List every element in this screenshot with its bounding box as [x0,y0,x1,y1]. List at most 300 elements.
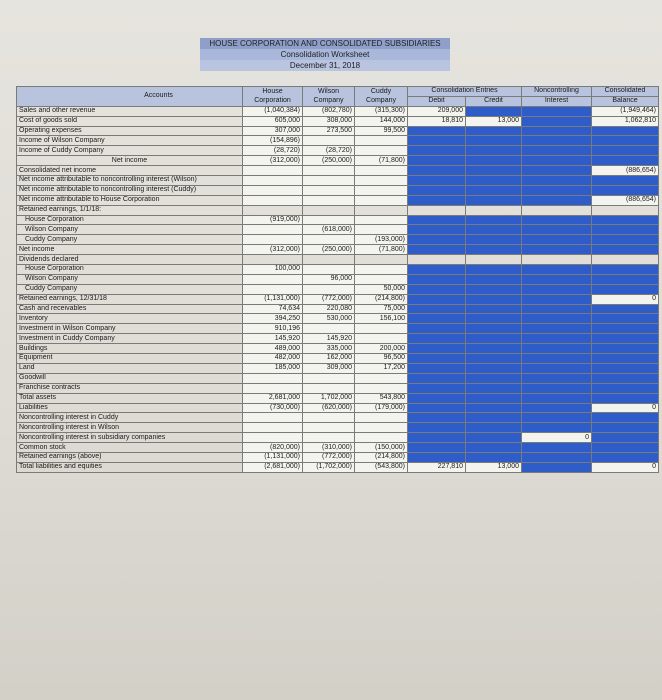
nci-cell[interactable] [522,363,592,373]
table-row [17,373,659,383]
nci-cell[interactable] [522,235,592,245]
wilson-cell [303,215,355,225]
table-row [17,274,659,284]
consolidation-entries-header: Consolidation Entries [408,87,522,97]
wilson-cell: (802,780) [303,106,355,116]
table-row [17,116,659,126]
debit-cell[interactable] [408,383,466,393]
balance-cell[interactable]: (886,654) [592,166,659,176]
credit-cell[interactable] [466,393,522,403]
table-row [17,284,659,294]
cuddy-cell [355,433,408,443]
balance-cell[interactable] [592,235,659,245]
debit-cell[interactable]: 18,810 [408,116,466,126]
balance-cell[interactable] [592,304,659,314]
table-row [17,126,659,136]
balance-cell[interactable]: (1,949,464) [592,106,659,116]
table-row [17,205,659,215]
debit-cell[interactable] [408,393,466,403]
account-label: Income of Wilson Company [17,136,243,146]
account-label: Net income attributable to noncontrolling interest (Wilson) [17,176,243,186]
cuddy-cell: 156,100 [355,314,408,324]
wilson-cell: 273,500 [303,126,355,136]
house-cell [243,166,303,176]
nci-cell[interactable] [522,403,592,413]
credit-cell[interactable] [466,176,522,186]
debit-cell[interactable] [408,176,466,186]
table-row [17,383,659,393]
credit-cell[interactable] [466,185,522,195]
house-cell: (312,000) [243,245,303,255]
consolidation-worksheet-table [16,86,659,473]
nci-cell[interactable] [522,462,592,472]
credit-cell[interactable] [466,195,522,205]
account-label: Net income [17,156,243,166]
cuddy-cell [355,195,408,205]
house-cell [243,225,303,235]
house-cell: 100,000 [243,265,303,275]
wilson-cell: 309,000 [303,363,355,373]
table-row [17,265,659,275]
worksheet-body [17,106,659,472]
balance-cell[interactable] [592,413,659,423]
noncontrolling-header: Noncontrolling [522,87,592,97]
table-row [17,354,659,364]
cuddy-cell [355,373,408,383]
wilson-cell: (28,720) [303,146,355,156]
wilson-cell [303,166,355,176]
cuddy-cell [355,225,408,235]
table-row [17,334,659,344]
wilson-cell [303,235,355,245]
account-label: Inventory [17,314,243,324]
account-label: Cost of goods sold [17,116,243,126]
cuddy-cell: 75,000 [355,304,408,314]
nci-cell[interactable] [522,294,592,304]
cuddy-cell [355,255,408,265]
interest-header: Interest [522,96,592,106]
nci-cell[interactable] [522,195,592,205]
debit-cell[interactable]: 227,810 [408,462,466,472]
debit-cell[interactable] [408,324,466,334]
worksheet-title: HOUSE CORPORATION AND CONSOLIDATED SUBSIDIARIES [200,38,450,49]
house-cell [243,274,303,284]
wilson-cell: (250,000) [303,245,355,255]
wilson-cell: 335,000 [303,344,355,354]
cuddy-cell [355,413,408,423]
nci-cell[interactable] [522,185,592,195]
house-cell: (1,131,000) [243,294,303,304]
credit-cell [466,205,522,215]
credit-cell[interactable] [466,126,522,136]
debit-cell[interactable] [408,156,466,166]
balance-cell[interactable] [592,176,659,186]
debit-cell [408,205,466,215]
account-label: Retained earnings, 1/1/18: [17,205,243,215]
nci-cell[interactable] [522,156,592,166]
house-cell: 605,000 [243,116,303,126]
house-cell [243,255,303,265]
house-cell: (820,000) [243,443,303,453]
table-row [17,403,659,413]
cuddy-cell: 543,800 [355,393,408,403]
nci-cell [522,255,592,265]
balance-cell[interactable]: (886,654) [592,195,659,205]
balance-cell[interactable] [592,185,659,195]
nci-cell[interactable] [522,324,592,334]
credit-cell[interactable] [466,443,522,453]
house-cell [243,373,303,383]
debit-cell[interactable] [408,284,466,294]
house-cell: (1,040,384) [243,106,303,116]
balance-cell[interactable] [592,245,659,255]
account-label: Investment in Cuddy Company [17,334,243,344]
nci-cell[interactable] [522,413,592,423]
cuddy-cell [355,215,408,225]
balance-cell[interactable]: 0 [592,403,659,413]
nci-cell[interactable] [522,176,592,186]
debit-cell[interactable] [408,166,466,176]
nci-cell[interactable] [522,393,592,403]
nci-cell[interactable] [522,265,592,275]
cuddy-cell: (179,000) [355,403,408,413]
credit-cell[interactable] [466,284,522,294]
balance-cell[interactable] [592,284,659,294]
account-label: Franchise contracts [17,383,243,393]
wilson-cell [303,205,355,215]
wilson-cell: (1,702,000) [303,462,355,472]
house-cell: (154,896) [243,136,303,146]
cuddy-cell: 96,500 [355,354,408,364]
nci-cell[interactable] [522,126,592,136]
table-row [17,235,659,245]
cuddy-header: Cuddy Company [355,87,408,107]
account-label: Net income attributable to noncontrolling interest (Cuddy) [17,185,243,195]
debit-cell[interactable] [408,185,466,195]
wilson-cell: (250,000) [303,156,355,166]
nci-cell[interactable] [522,116,592,126]
balance-cell[interactable] [592,373,659,383]
nci-cell[interactable] [522,215,592,225]
wilson-cell: 530,000 [303,314,355,324]
balance-cell[interactable] [592,136,659,146]
table-row [17,185,659,195]
balance-cell[interactable] [592,393,659,403]
cuddy-cell: (315,300) [355,106,408,116]
nci-cell[interactable] [522,274,592,284]
credit-cell[interactable] [466,433,522,443]
house-cell: (28,720) [243,146,303,156]
balance-cell[interactable] [592,126,659,136]
cuddy-cell: (214,800) [355,452,408,462]
debit-cell[interactable] [408,423,466,433]
credit-cell[interactable]: 13,000 [466,462,522,472]
cuddy-cell [355,383,408,393]
table-row [17,462,659,472]
cuddy-cell: 50,000 [355,284,408,294]
balance-cell[interactable] [592,452,659,462]
balance-cell[interactable] [592,423,659,433]
house-cell [243,176,303,186]
table-row [17,423,659,433]
house-cell: 74,634 [243,304,303,314]
debit-cell[interactable] [408,452,466,462]
debit-cell[interactable] [408,314,466,324]
debit-cell[interactable] [408,403,466,413]
table-row [17,304,659,314]
credit-cell[interactable] [466,294,522,304]
house-cell: 482,000 [243,354,303,364]
debit-cell[interactable] [408,245,466,255]
nci-cell[interactable] [522,166,592,176]
wilson-cell: 1,702,000 [303,393,355,403]
account-label: Noncontrolling interest in Cuddy [17,413,243,423]
debit-cell[interactable] [408,274,466,284]
debit-cell[interactable] [408,433,466,443]
credit-cell[interactable] [466,265,522,275]
nci-cell[interactable] [522,373,592,383]
credit-cell[interactable] [466,452,522,462]
house-cell [243,383,303,393]
account-label: Net income [17,245,243,255]
cuddy-cell [355,334,408,344]
debit-cell[interactable] [408,354,466,364]
credit-cell[interactable] [466,146,522,156]
nci-cell[interactable] [522,146,592,156]
balance-cell[interactable] [592,225,659,235]
balance-cell[interactable] [592,383,659,393]
nci-cell[interactable] [522,106,592,116]
table-row [17,106,659,116]
house-cell [243,433,303,443]
wilson-cell [303,185,355,195]
balance-cell[interactable]: 0 [592,462,659,472]
credit-cell[interactable] [466,156,522,166]
house-cell: (2,681,000) [243,462,303,472]
debit-cell[interactable] [408,334,466,344]
cuddy-cell: (71,800) [355,156,408,166]
balance-cell [592,205,659,215]
wilson-cell [303,423,355,433]
house-cell [243,235,303,245]
cuddy-cell: 99,500 [355,126,408,136]
balance-cell[interactable] [592,354,659,364]
nci-cell[interactable] [522,334,592,344]
balance-cell[interactable]: 0 [592,294,659,304]
worksheet-subtitle: Consolidation Worksheet [200,49,450,60]
table-row [17,166,659,176]
debit-cell[interactable] [408,126,466,136]
account-label: Liabilities [17,403,243,413]
account-label: Common stock [17,443,243,453]
accounts-header: Accounts [17,87,243,107]
credit-cell[interactable] [466,344,522,354]
credit-cell[interactable] [466,354,522,364]
cuddy-cell [355,176,408,186]
debit-cell[interactable] [408,225,466,235]
house-cell [243,195,303,205]
credit-cell[interactable] [466,383,522,393]
debit-cell[interactable] [408,413,466,423]
debit-cell[interactable] [408,146,466,156]
wilson-cell: (310,000) [303,443,355,453]
account-label: Wilson Company [17,274,243,284]
debit-cell[interactable] [408,443,466,453]
wilson-cell: (772,000) [303,294,355,304]
debit-cell[interactable] [408,136,466,146]
balance-cell[interactable] [592,146,659,156]
credit-cell[interactable] [466,363,522,373]
credit-header: Credit [466,96,522,106]
wilson-cell: (772,000) [303,452,355,462]
wilson-cell [303,433,355,443]
cuddy-cell: 144,000 [355,116,408,126]
table-row [17,314,659,324]
table-row [17,433,659,443]
credit-cell[interactable] [466,274,522,284]
credit-cell[interactable] [466,166,522,176]
nci-cell[interactable] [522,284,592,294]
cuddy-cell [355,265,408,275]
nci-cell[interactable] [522,304,592,314]
credit-cell[interactable] [466,373,522,383]
balance-cell[interactable] [592,334,659,344]
consolidated-header: Consolidated [592,87,659,97]
account-label: Wilson Company [17,225,243,235]
house-cell [243,413,303,423]
credit-cell[interactable] [466,324,522,334]
cuddy-cell [355,423,408,433]
credit-cell[interactable] [466,235,522,245]
credit-cell[interactable] [466,225,522,235]
nci-cell[interactable] [522,423,592,433]
nci-cell[interactable] [522,443,592,453]
nci-cell[interactable] [522,314,592,324]
credit-cell[interactable] [466,215,522,225]
house-cell: 2,681,000 [243,393,303,403]
wilson-header: Wilson Company [303,87,355,107]
debit-cell[interactable] [408,265,466,275]
account-label: Dividends declared [17,255,243,265]
debit-cell[interactable] [408,235,466,245]
table-row [17,452,659,462]
house-cell: (1,131,000) [243,452,303,462]
credit-cell[interactable] [466,304,522,314]
account-label: Noncontrolling interest in subsidiary companies [17,433,243,443]
debit-cell[interactable] [408,294,466,304]
account-label: Total liabilities and equities [17,462,243,472]
house-cell: (919,000) [243,215,303,225]
table-row [17,363,659,373]
credit-cell[interactable] [466,413,522,423]
balance-cell[interactable] [592,363,659,373]
debit-cell[interactable] [408,304,466,314]
house-header: House Corporation [243,87,303,107]
balance-cell[interactable] [592,274,659,284]
debit-cell[interactable] [408,373,466,383]
wilson-cell [303,195,355,205]
nci-cell[interactable] [522,225,592,235]
cuddy-cell [355,324,408,334]
credit-cell[interactable] [466,334,522,344]
credit-cell[interactable] [466,136,522,146]
debit-cell[interactable] [408,215,466,225]
account-label: Operating expenses [17,126,243,136]
table-row [17,443,659,453]
table-row [17,294,659,304]
debit-cell[interactable] [408,363,466,373]
account-label: House Corporation [17,265,243,275]
nci-cell[interactable] [522,344,592,354]
table-row [17,195,659,205]
house-cell: 910,196 [243,324,303,334]
wilson-cell: 308,000 [303,116,355,126]
credit-cell[interactable] [466,423,522,433]
balance-cell[interactable] [592,314,659,324]
balance-cell [592,255,659,265]
account-label: Income of Cuddy Company [17,146,243,156]
account-label: House Corporation [17,215,243,225]
balance-cell[interactable] [592,265,659,275]
balance-cell[interactable]: 1,062,810 [592,116,659,126]
house-cell [243,284,303,294]
cuddy-cell [355,185,408,195]
worksheet-date: December 31, 2018 [200,60,450,71]
house-cell [243,205,303,215]
debit-header: Debit [408,96,466,106]
credit-cell[interactable] [466,314,522,324]
balance-cell[interactable] [592,344,659,354]
debit-cell[interactable] [408,344,466,354]
nci-cell[interactable] [522,354,592,364]
house-cell [243,185,303,195]
nci-cell[interactable] [522,383,592,393]
nci-cell[interactable]: 0 [522,433,592,443]
balance-cell[interactable] [592,324,659,334]
account-label: Net income attributable to House Corporation [17,195,243,205]
account-label: Goodwill [17,373,243,383]
cuddy-cell: (150,000) [355,443,408,453]
table-row [17,413,659,423]
account-label: Cuddy Company [17,235,243,245]
nci-cell [522,205,592,215]
credit-cell[interactable]: 13,000 [466,116,522,126]
table-row [17,156,659,166]
credit-cell[interactable] [466,106,522,116]
house-cell: 307,000 [243,126,303,136]
account-label: Cuddy Company [17,284,243,294]
balance-cell[interactable] [592,215,659,225]
nci-cell[interactable] [522,245,592,255]
wilson-cell: (620,000) [303,403,355,413]
balance-cell[interactable] [592,443,659,453]
balance-cell[interactable] [592,433,659,443]
wilson-cell [303,373,355,383]
table-row [17,344,659,354]
wilson-cell [303,413,355,423]
nci-cell[interactable] [522,136,592,146]
debit-cell[interactable] [408,195,466,205]
wilson-cell [303,255,355,265]
account-label: Land [17,363,243,373]
table-row [17,215,659,225]
table-row [17,136,659,146]
debit-cell[interactable]: 209,000 [408,106,466,116]
credit-cell[interactable] [466,245,522,255]
balance-cell[interactable] [592,156,659,166]
nci-cell[interactable] [522,452,592,462]
credit-cell[interactable] [466,403,522,413]
